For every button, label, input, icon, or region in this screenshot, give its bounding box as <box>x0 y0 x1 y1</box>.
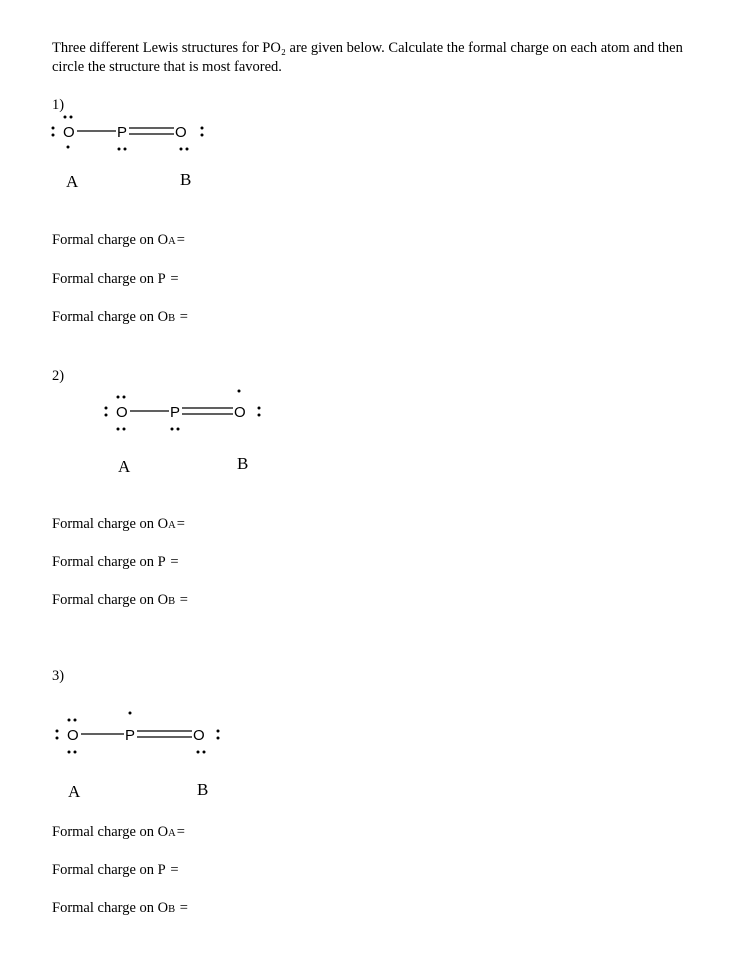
formal-charge-ob-line: Formal charge on OB = <box>52 592 188 608</box>
formal-charge-p-line: Formal charge on P = <box>52 862 179 878</box>
lone-pair-dot <box>123 428 126 431</box>
lone-pair-dot <box>258 414 261 417</box>
lone-pair-dot <box>68 751 71 754</box>
atom-o-a: O <box>116 404 128 421</box>
lone-pair-dot <box>105 407 108 410</box>
lone-pair-dot <box>180 148 183 151</box>
lewis-structure-2 <box>103 388 273 436</box>
structure-1-number: 1) <box>52 97 65 113</box>
formal-charge-ob-line: Formal charge on OB = <box>52 309 188 325</box>
lone-pair-dot <box>74 751 77 754</box>
lone-pair-dot <box>123 396 126 399</box>
structure-2-number: 2) <box>52 368 65 384</box>
atom-o-b: O <box>175 124 187 141</box>
formal-charge-p-line: Formal charge on P = <box>52 271 179 287</box>
lone-pair-dot <box>56 737 59 740</box>
lone-pair-dot <box>52 127 55 130</box>
formal-charge-oa-line: Formal charge on OA= <box>52 232 185 248</box>
structure-2-label-a: A <box>118 457 131 476</box>
instructions-text: Three different Lewis structures for PO₂ are given below. Calculate the formal charge on each atom and then circle the structure that is most favored. <box>52 40 683 75</box>
lone-pair-dot <box>56 730 59 733</box>
formal-charge-oa-line: Formal charge on OA= <box>52 824 185 840</box>
structure-1-label-a: A <box>66 172 79 191</box>
lone-pair-dot <box>217 737 220 740</box>
atom-p: P <box>170 404 181 421</box>
atom-o-a: O <box>67 727 79 744</box>
radical-dot <box>129 712 132 715</box>
structure-3-label-a: A <box>68 782 81 801</box>
lone-pair-dot <box>68 719 71 722</box>
lewis-structure-1 <box>50 108 220 156</box>
atom-p: P <box>117 124 128 141</box>
atom-p: P <box>125 727 136 744</box>
structure-3-label-b: B <box>197 780 209 799</box>
structure-3-number: 3) <box>52 668 65 684</box>
lone-pair-dot <box>171 428 174 431</box>
lone-pair-dot <box>186 148 189 151</box>
lone-pair-dot <box>117 428 120 431</box>
lone-pair-dot <box>201 134 204 137</box>
atom-o-a: O <box>63 124 75 141</box>
lone-pair-dot <box>124 148 127 151</box>
lewis-structure-3 <box>54 709 224 757</box>
lone-pair-dot <box>201 127 204 130</box>
lone-pair-dot <box>203 751 206 754</box>
atom-o-b: O <box>234 404 246 421</box>
lone-pair-dot <box>74 719 77 722</box>
formal-charge-p-line: Formal charge on P = <box>52 554 179 570</box>
lone-pair-dot <box>258 407 261 410</box>
lone-pair-dot <box>67 146 70 149</box>
structure-2-label-b: B <box>237 454 249 473</box>
radical-dot <box>238 390 241 393</box>
formal-charge-oa-line: Formal charge on OA= <box>52 516 185 532</box>
lone-pair-dot <box>52 134 55 137</box>
formal-charge-ob-line: Formal charge on OB = <box>52 900 188 916</box>
lone-pair-dot <box>118 148 121 151</box>
lone-pair-dot <box>70 116 73 119</box>
lone-pair-dot <box>64 116 67 119</box>
lone-pair-dot <box>197 751 200 754</box>
lone-pair-dot <box>105 414 108 417</box>
structure-1-label-b: B <box>180 170 192 189</box>
lone-pair-dot <box>117 396 120 399</box>
lone-pair-dot <box>217 730 220 733</box>
lone-pair-dot <box>177 428 180 431</box>
atom-o-b: O <box>193 727 205 744</box>
